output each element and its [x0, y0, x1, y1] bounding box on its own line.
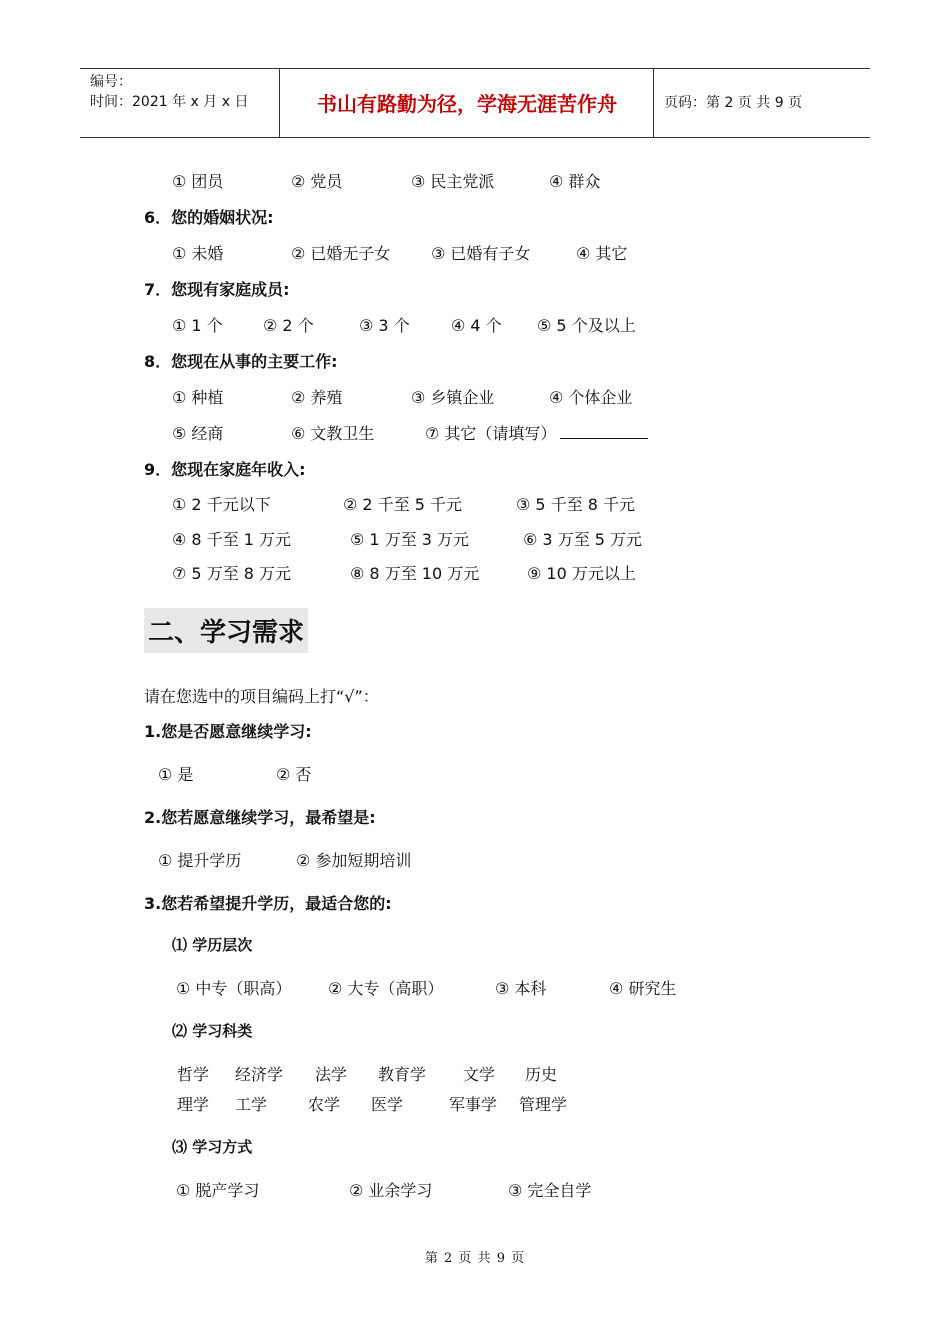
q5-option[interactable]: ① 团员	[172, 172, 224, 191]
q9-title: 9．您现在家庭年收入:	[144, 460, 306, 479]
q8-option[interactable]: ③ 乡镇企业	[411, 388, 495, 407]
subject-item[interactable]: 哲学	[177, 1065, 210, 1084]
q6-option[interactable]: ① 未婚	[172, 244, 224, 263]
q8-option[interactable]: ② 养殖	[291, 388, 343, 407]
section-title: 二、学习需求	[144, 608, 308, 653]
fill-in-blank[interactable]	[560, 422, 648, 439]
s2-q3-sub3-title: ⑶ 学习方式	[172, 1138, 253, 1156]
q6-option[interactable]: ② 已婚无子女	[291, 244, 391, 263]
s2-q3-sub1-option[interactable]: ① 中专（职高）	[176, 979, 292, 998]
q9-option[interactable]: ⑤ 1 万至 3 万元	[350, 530, 470, 549]
q9-option[interactable]: ⑧ 8 万至 10 万元	[350, 564, 480, 583]
s2-q2-option[interactable]: ① 提升学历	[158, 851, 242, 870]
s2-q1-title: 1.您是否愿意继续学习:	[144, 722, 312, 741]
s2-q2-title: 2.您若愿意继续学习，最希望是:	[144, 808, 376, 827]
subject-item[interactable]: 医学	[371, 1095, 404, 1114]
q7-option[interactable]: ① 1 个	[172, 316, 223, 335]
s2-q1-option[interactable]: ① 是	[158, 765, 194, 784]
q8-title: 8．您现在从事的主要工作:	[144, 352, 338, 371]
q8-option-other-label: ⑦ 其它（请填写）	[425, 424, 557, 443]
q7-option[interactable]: ② 2 个	[263, 316, 314, 335]
s2-q3-sub2-title: ⑵ 学习科类	[172, 1022, 253, 1040]
subject-item[interactable]: 理学	[177, 1095, 210, 1114]
s2-q3-sub1-option[interactable]: ④ 研究生	[609, 979, 677, 998]
q9-option[interactable]: ⑦ 5 万至 8 万元	[172, 564, 292, 583]
header-meta	[80, 69, 280, 137]
instruction-text: 请在您选中的项目编码上打“√”：	[144, 687, 379, 706]
subject-item[interactable]: 军事学	[449, 1095, 498, 1114]
q9-option[interactable]: ④ 8 千至 1 万元	[172, 530, 292, 549]
q9-option[interactable]: ① 2 千元以下	[172, 495, 271, 514]
subject-item[interactable]: 工学	[235, 1095, 268, 1114]
subject-item[interactable]: 管理学	[519, 1095, 568, 1114]
q6-option[interactable]: ③ 已婚有子女	[431, 244, 531, 263]
subject-item[interactable]: 教育学	[378, 1065, 427, 1084]
header-motto: 书山有路勤为径，学海无涯苦作舟	[281, 69, 654, 137]
subject-item[interactable]: 经济学	[235, 1065, 284, 1084]
q7-option[interactable]: ⑤ 5 个及以上	[537, 316, 636, 335]
s2-q2-option[interactable]: ② 参加短期培训	[296, 851, 412, 870]
s2-q3-sub3-option[interactable]: ③ 完全自学	[508, 1181, 592, 1200]
q5-option[interactable]: ② 党员	[291, 172, 343, 191]
page-header	[80, 68, 870, 138]
q8-option[interactable]: ⑥ 文教卫生	[291, 424, 375, 443]
page-footer: 第 2 页 共 9 页	[424, 1251, 526, 1266]
q6-title: 6．您的婚姻状况:	[144, 208, 274, 227]
q8-option[interactable]: ⑤ 经商	[172, 424, 224, 443]
header-page-label: 页码：第 2 页 共 9 页	[664, 95, 803, 111]
serial-label: 编号：	[90, 74, 132, 90]
q9-option[interactable]: ② 2 千至 5 千元	[343, 495, 463, 514]
q5-option[interactable]: ③ 民主党派	[411, 172, 495, 191]
time-label: 时间：2021 年 x 月 x 日	[90, 94, 249, 110]
s2-q3-sub3-option[interactable]: ① 脱产学习	[176, 1181, 260, 1200]
subject-item[interactable]: 历史	[525, 1065, 558, 1084]
s2-q3-title: 3.您若希望提升学历，最适合您的:	[144, 894, 392, 913]
s2-q3-sub1-option[interactable]: ② 大专（高职）	[328, 979, 444, 998]
q7-option[interactable]: ③ 3 个	[359, 316, 410, 335]
q8-option-other[interactable]	[425, 421, 648, 444]
q7-title: 7．您现有家庭成员:	[144, 280, 290, 299]
s2-q3-sub1-option[interactable]: ③ 本科	[495, 979, 547, 998]
q6-option[interactable]: ④ 其它	[576, 244, 628, 263]
q9-option[interactable]: ⑨ 10 万元以上	[527, 564, 636, 583]
q8-option[interactable]: ④ 个体企业	[549, 388, 633, 407]
q5-option[interactable]: ④ 群众	[549, 172, 601, 191]
q8-option[interactable]: ① 种植	[172, 388, 224, 407]
subject-item[interactable]: 法学	[315, 1065, 348, 1084]
q9-option[interactable]: ⑥ 3 万至 5 万元	[523, 530, 643, 549]
subject-item[interactable]: 文学	[463, 1065, 496, 1084]
q9-option[interactable]: ③ 5 千至 8 千元	[516, 495, 636, 514]
subject-item[interactable]: 农学	[308, 1095, 341, 1114]
s2-q3-sub1-title: ⑴ 学历层次	[172, 936, 253, 954]
s2-q1-option[interactable]: ② 否	[276, 765, 312, 784]
q7-option[interactable]: ④ 4 个	[451, 316, 502, 335]
s2-q3-sub3-option[interactable]: ② 业余学习	[349, 1181, 433, 1200]
